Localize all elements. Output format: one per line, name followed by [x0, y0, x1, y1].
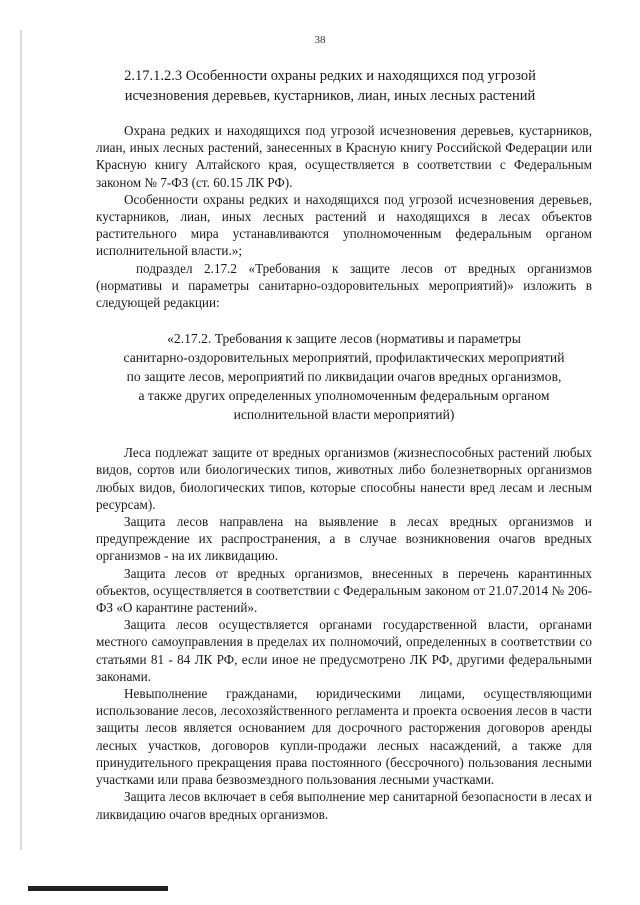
quoted-heading-line-1: «2.17.2. Требования к защите лесов (нормативы и параметры: [167, 331, 521, 347]
scan-bottom-bar: [28, 886, 168, 891]
paragraph-forest-protection-subject: Леса подлежат защите от вредных организмов (жизнеспособных растений любых видов, сортов или биологических типов, животных либо болезнетворных организмов любых видов, биологических типов, которые способны нанести вред лесам и лесным ресурсам).: [96, 445, 592, 512]
section-heading: [110, 66, 550, 106]
quoted-heading-line-5: исполнительной власти мероприятий): [233, 407, 455, 423]
paragraph-protection-features: Особенности охраны редких и находящихся под угрозой исчезновения деревьев, кустарников, лиан, иных лесных растений и находящихся в лесах объектов растительного мира устанавливаются уполномоченным федеральным органом исполнительной власти.»;: [96, 191, 592, 259]
scan-left-edge-shadow: [20, 30, 22, 850]
paragraph-quarantine-objects: Защита лесов от вредных организмов, внесенных в перечень карантинных объектов, осуществляется в соответствии с Федеральным законом от 21.07.2014 № 206-ФЗ «О карантине растений».: [96, 565, 592, 616]
quoted-heading-line-4: а также других определенных уполномоченным федеральным органом: [138, 388, 550, 404]
paragraph-subsection-amendment: подраздел 2.17.2 «Требования к защите лесов от вредных организмов (нормативы и параметры санитарно-оздоровительных мероприятий)» изложить в следующей редакции:: [96, 260, 592, 311]
paragraph-sanitary-measures: Защита лесов включает в себя выполнение мер санитарной безопасности в лесах и ликвидацию очагов вредных организмов.: [96, 789, 592, 822]
document-body: [96, 122, 592, 823]
quoted-subsection-heading: [110, 329, 578, 424]
paragraph-authorities: Защита лесов осуществляется органами государственной власти, органами местного самоуправления в пределах их полномочий, определенных в соответствии со статьями 81 - 84 ЛК РФ, если иное не предусмотрено ЛК РФ, другими федеральными законами.: [96, 617, 592, 684]
paragraph-protection-purpose: Защита лесов направлена на выявление в лесах вредных организмов и предупреждение их распространения, а в случае возникновения очагов вредных организмов - на их ликвидацию.: [96, 514, 592, 564]
quoted-heading-line-3: по защите лесов, мероприятий по ликвидации очагов вредных организмов,: [126, 369, 562, 385]
section-heading-line-1: 2.17.1.2.3 Особенности охраны редких и находящихся под угрозой: [124, 68, 536, 84]
section-heading-line-2: исчезновения деревьев, кустарников, лиан, иных лесных растений: [124, 88, 536, 104]
quoted-heading-line-2: санитарно-оздоровительных мероприятий, профилактических мероприятий: [123, 350, 565, 366]
paragraph-red-book-protection: Охрана редких и находящихся под угрозой исчезновения деревьев, кустарников, лиан, иных лесных растений, занесенных в Красную книгу Российской Федерации или Красную книгу Алтайского края, осуществляется в соответствии с Федеральным законом № 7-ФЗ (ст. 60.15 ЛК РФ).: [96, 123, 592, 190]
page-number: 38: [314, 34, 326, 46]
paragraph-noncompliance: Невыполнение гражданами, юридическими лицами, осуществляющими использование лесов, лесохозяйственного регламента и проекта освоения лесов в части защиты лесов является основанием для досрочного расторжения договоров аренды лесных участков, договоров купли-продажи лесных насаждений, а также для принудительного прекращения права постоянного (бессрочного) пользования лесными участками или права безвозмездного пользования лесными участками.: [96, 686, 592, 788]
